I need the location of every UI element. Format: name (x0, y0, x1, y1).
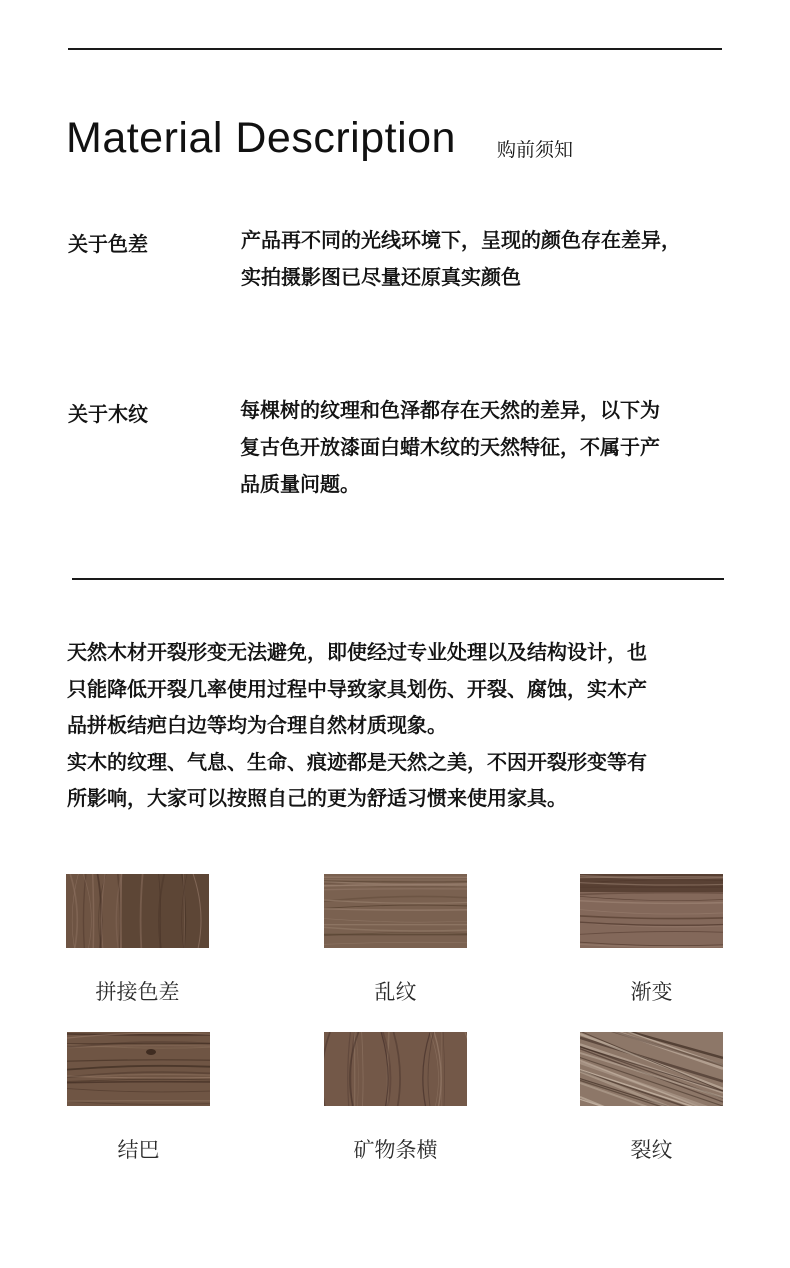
paragraph-line: 品拼板结疤白边等均为合理自然材质现象。 (67, 713, 447, 738)
paragraph-line: 所影响，大家可以按照自己的更为舒适习惯来使用家具。 (67, 786, 567, 811)
wood-swatch-crack (580, 1032, 723, 1106)
note-line: 品质量问题。 (240, 472, 360, 496)
note-line: 实拍摄影图已尽量还原真实颜色 (241, 265, 521, 289)
swatch-caption: 乱纹 (374, 980, 417, 1004)
page-title: Material Description (66, 114, 456, 162)
swatch-caption: 渐变 (630, 980, 673, 1004)
swatch-caption: 矿物条横 (353, 1138, 438, 1162)
middle-divider (72, 578, 724, 580)
wood-swatch-splice-color (66, 874, 209, 948)
note-label-color: 关于色差 (68, 232, 148, 256)
paragraph-line: 只能降低开裂几率使用过程中导致家具划伤、开裂、腐蚀，实木产 (67, 676, 647, 701)
note-line: 产品再不同的光线环境下，呈现的颜色存在差异， (241, 228, 681, 252)
note-label-grain: 关于木纹 (68, 402, 148, 426)
swatch-caption: 裂纹 (630, 1138, 673, 1162)
wood-swatch-irregular-grain (324, 874, 467, 948)
note-line: 每棵树的纹理和色泽都存在天然的差异，以下为 (240, 398, 660, 422)
top-divider (68, 48, 722, 50)
paragraph-line: 天然木材开裂形变无法避免，即使经过专业处理以及结构设计，也 (67, 640, 647, 664)
cracking-paragraph (67, 634, 737, 817)
wood-swatch-gradient (580, 874, 723, 948)
note-text-color (241, 222, 681, 296)
swatch-caption: 结巴 (117, 1138, 160, 1162)
page-subtitle: 购前须知 (497, 139, 574, 161)
wood-swatch-mineral-streak (324, 1032, 467, 1106)
wood-swatch-knot (67, 1032, 210, 1106)
note-text-grain (240, 392, 660, 503)
paragraph-line: 实木的纹理、气息、生命、痕迹都是天然之美，不因开裂形变等有 (67, 749, 647, 774)
note-line: 复古色开放漆面白蜡木纹的天然特征，不属于产 (240, 435, 660, 459)
swatch-caption: 拼接色差 (95, 980, 180, 1004)
